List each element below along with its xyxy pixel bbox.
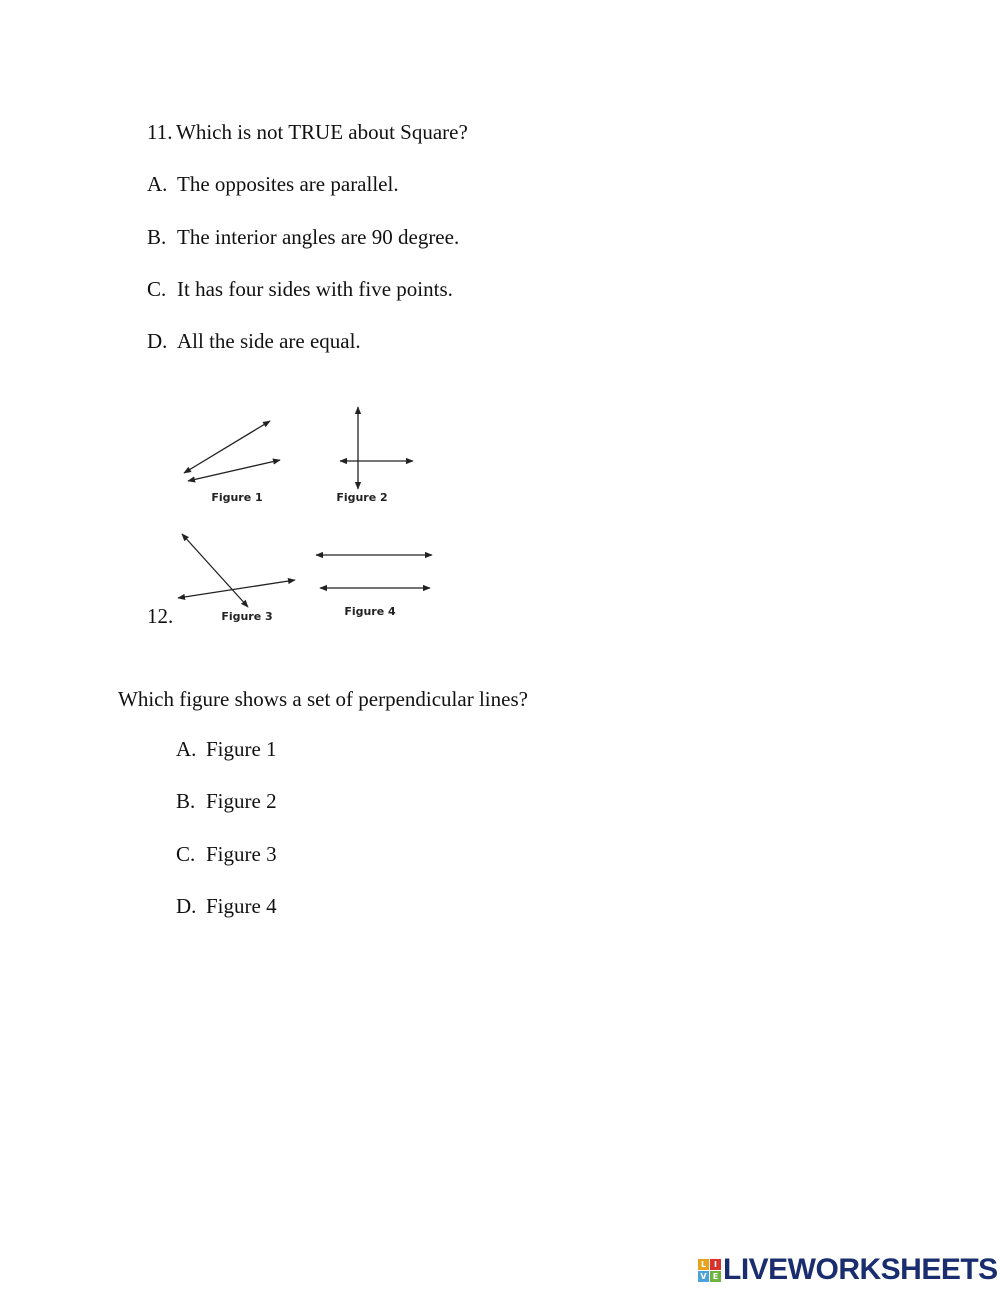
option-text: It has four sides with five points. [177,277,453,301]
option-letter: B. [147,225,167,249]
figure-4-caption: Figure 4 [344,605,396,618]
option-text: The opposites are parallel. [177,172,399,196]
q11-option-a[interactable] [147,172,399,196]
option-text: Figure 2 [206,789,277,813]
q12-option-b[interactable] [176,789,277,813]
logo-mark-letter: V [698,1271,709,1282]
figure-1-caption: Figure 1 [211,491,263,504]
logo-mark-letter: I [710,1259,721,1270]
option-text: The interior angles are 90 degree. [177,225,460,249]
logo-mark-icon [698,1259,721,1282]
option-letter: A. [176,737,197,761]
logo-mark-letter: E [710,1271,721,1282]
q11-option-b[interactable] [147,225,459,249]
option-letter: C. [147,277,167,301]
figure-1-drawing [184,421,280,481]
q12-option-a[interactable] [176,737,277,761]
q11-number: 11. [147,120,173,144]
q12-number: 12. [147,604,174,628]
option-letter: D. [176,894,197,918]
figure-3-caption: Figure 3 [221,610,273,623]
option-letter: B. [176,789,196,813]
figure-2-caption: Figure 2 [336,491,388,504]
option-text: Figure 4 [206,894,277,918]
figure-2-drawing [340,407,413,489]
option-text: Figure 1 [206,737,277,761]
option-letter: A. [147,172,168,196]
q12-question-text: Which figure shows a set of perpendicular lines? [118,687,528,711]
q11-question-text: Which is not TRUE about Square? [176,120,468,144]
figure-4-drawing [316,555,432,588]
figure-3-line-b [178,580,295,598]
option-letter: D. [147,329,168,353]
q11-option-d[interactable] [147,329,361,353]
q12-option-c[interactable] [176,842,277,866]
option-text: Figure 3 [206,842,277,866]
q11-option-c[interactable] [147,277,453,301]
option-text: All the side are equal. [177,329,361,353]
q12-figures [160,395,460,635]
logo-mark-letter: L [698,1259,709,1270]
logo-text: LIVEWORKSHEETS [723,1253,998,1286]
liveworksheets-logo[interactable] [698,1255,998,1285]
figure-3-drawing [178,534,295,607]
q11-question [147,120,468,144]
q12-option-d[interactable] [176,894,277,918]
option-letter: C. [176,842,196,866]
figure-1-line-b [188,460,280,481]
